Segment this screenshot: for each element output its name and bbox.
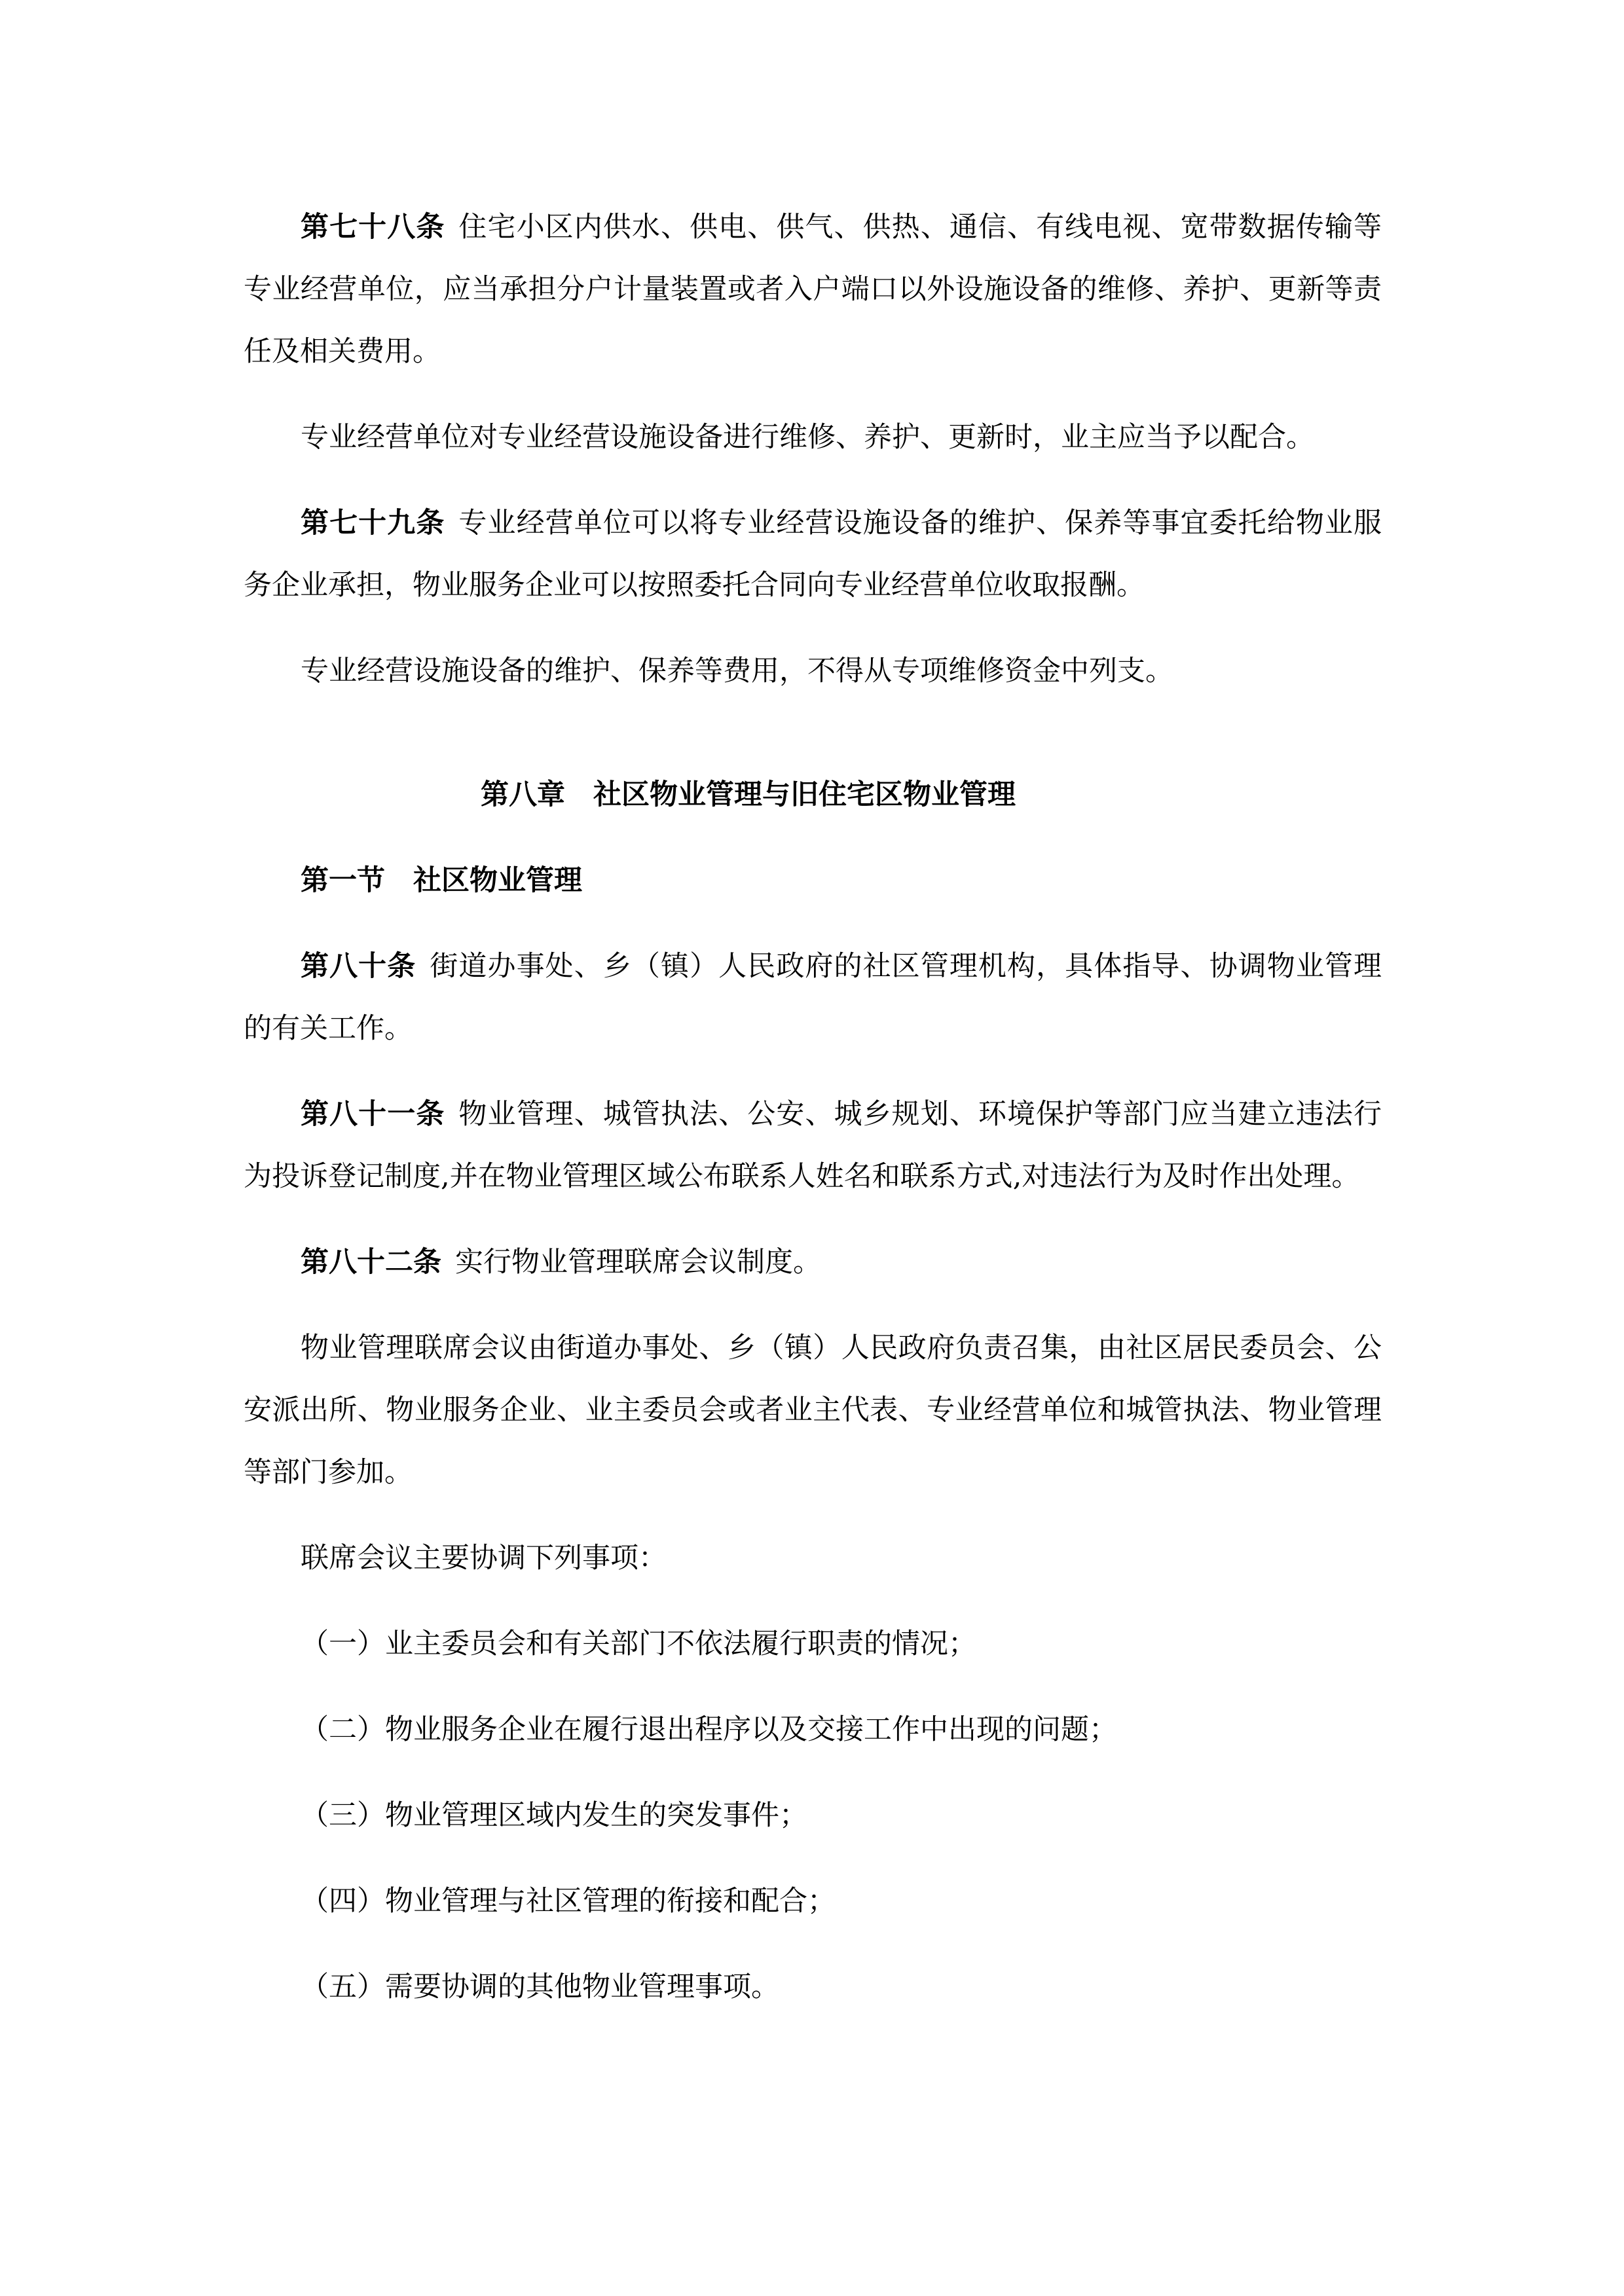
section-heading-text: 第一节 社区物业管理 — [301, 864, 582, 897]
list-item-text: （四）物业管理与社区管理的衔接和配合； — [301, 1885, 836, 1918]
article-text: 街道办事处、乡（镇）人民政府的社区管理机构，具体指导、协调物业管理的有关工作。 — [244, 950, 1382, 1045]
list-item-1 — [244, 1613, 1382, 1675]
paragraph-article-82 — [244, 1231, 1382, 1294]
list-item-3 — [244, 1785, 1382, 1847]
body-text: 专业经营单位对专业经营设施设备进行维修、养护、更新时，业主应当予以配合。 — [301, 421, 1314, 454]
article-number-79: 第七十九条 — [301, 507, 445, 539]
list-item-text: （五）需要协调的其他物业管理事项。 — [301, 1971, 779, 2003]
list-item-4 — [244, 1870, 1382, 1933]
paragraph-body — [244, 640, 1382, 702]
article-number-82: 第八十二条 — [301, 1246, 441, 1279]
article-text: 住宅小区内供水、供电、供气、供热、通信、有线电视、宽带数据传输等专业经营单位，应当承担分户计量装置或者入户端口以外设施设备的维修、养护、更新等责任及相关费用。 — [244, 211, 1382, 368]
paragraph-body — [244, 407, 1382, 469]
paragraph-body — [244, 1527, 1382, 1590]
paragraph-body — [244, 1317, 1382, 1504]
paragraph-article-81 — [244, 1084, 1382, 1208]
article-text: 实行物业管理联席会议制度。 — [455, 1246, 821, 1279]
chapter-heading-text: 第八章 社区物业管理与旧住宅区物业管理 — [481, 778, 1016, 811]
paragraph-article-79 — [244, 492, 1382, 617]
article-number-78: 第七十八条 — [301, 211, 445, 244]
article-text: 专业经营单位可以将专业经营设施设备的维护、保养等事宜委托给物业服务企业承担，物业服务企业可以按照委托合同向专业经营单位收取报酬。 — [244, 507, 1382, 602]
paragraph-article-80 — [244, 936, 1382, 1060]
body-text: 联席会议主要协调下列事项： — [301, 1542, 667, 1575]
section-heading — [244, 850, 1382, 912]
body-text: 物业管理联席会议由街道办事处、乡（镇）人民政府负责召集，由社区居民委员会、公安派出所、物业服务企业、业主委员会或者业主代表、专业经营单位和城管执法、物业管理等部门参加。 — [244, 1332, 1382, 1489]
chapter-heading — [244, 764, 1382, 826]
list-item-5 — [244, 1956, 1382, 2018]
list-item-text: （一）业主委员会和有关部门不依法履行职责的情况； — [301, 1628, 976, 1660]
body-text: 专业经营设施设备的维护、保养等费用，不得从专项维修资金中列支。 — [301, 655, 1173, 687]
paragraph-article-78 — [244, 196, 1382, 383]
list-item-2 — [244, 1699, 1382, 1761]
article-number-81: 第八十一条 — [301, 1098, 445, 1131]
article-number-80: 第八十条 — [301, 950, 416, 983]
list-item-text: （二）物业服务企业在履行退出程序以及交接工作中出现的问题； — [301, 1713, 1117, 1746]
article-text: 物业管理、城管执法、公安、城乡规划、环境保护等部门应当建立违法行为投诉登记制度,并在物业管理区域公布联系人姓名和联系方式,对违法行为及时作出处理。 — [244, 1098, 1382, 1193]
list-item-text: （三）物业管理区域内发生的突发事件； — [301, 1799, 807, 1832]
